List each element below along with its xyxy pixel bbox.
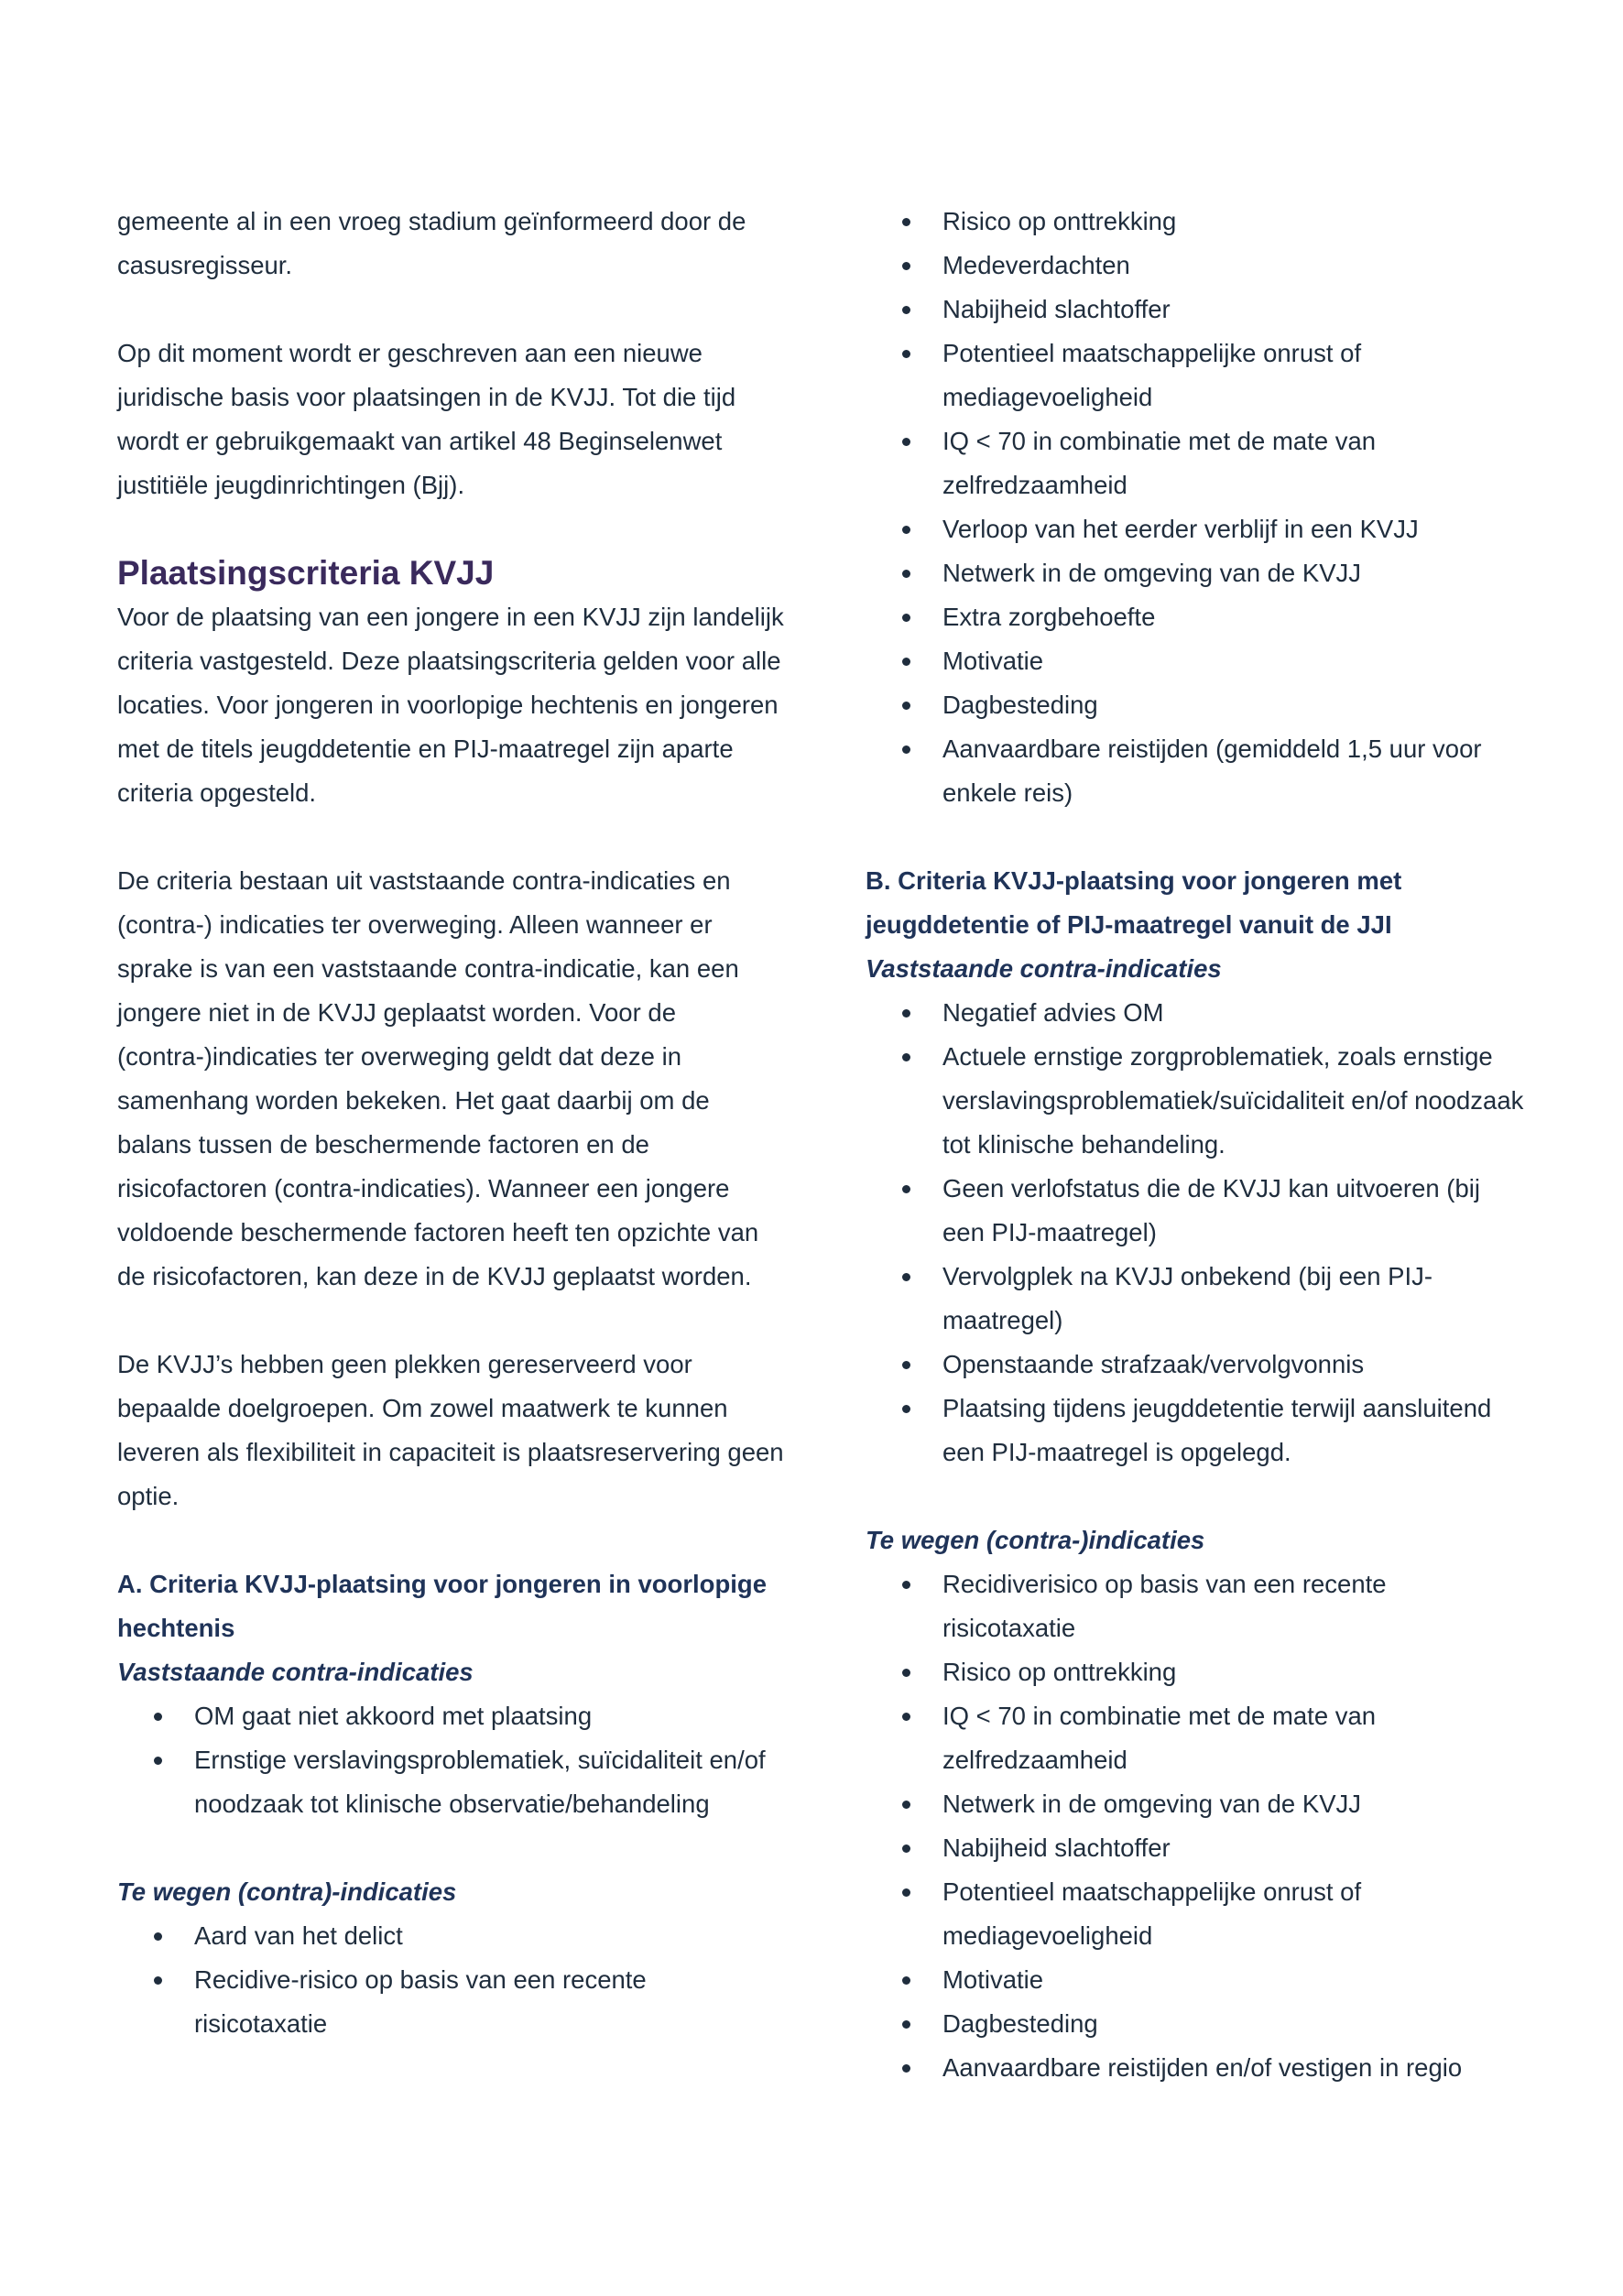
list-item: Aard van het delict [117,1914,786,1958]
list-item: Potentieel maatschappelijke onrust of mediagevoeligheid [866,1870,1525,1958]
list-item: Nabijheid slachtoffer [866,288,1525,332]
section-b-weighed-heading: Te wegen (contra-)indicaties [866,1526,1205,1554]
list-item: Medeverdachten [866,244,1525,288]
right-column [866,200,1525,2090]
list-item: Motivatie [866,1958,1525,2002]
list-item: Ernstige verslavingsproblematiek, suïcidaliteit en/of noodzaak tot klinische observatie/behandeling [117,1738,786,1826]
list-item: Nabijheid slachtoffer [866,1826,1525,1870]
criteria-explanation-paragraph: De criteria bestaan uit vaststaande contra-indicaties en (contra-) indicaties ter overweging. Alleen wanneer er sprake is van een vaststaande contra-indicatie, kan een jongere niet in de KVJJ geplaatst worden. Voor de (contra-)indicaties ter overweging geldt dat deze in samenhang worden bekeken. Het gaat daarbij om de balans tussen de beschermende factoren en de risicofactoren (contra-indicaties). Wanneer een jongere voldoende beschermende factoren heeft ten opzichte van de risicofactoren, kan deze in de KVJJ geplaatst worden. [117,866,759,1290]
left-column [117,200,786,2046]
legal-basis-paragraph: Op dit moment wordt er geschreven aan een nieuwe juridische basis voor plaatsingen in de KVJJ. Tot die tijd wordt er gebruikgemaakt van artikel 48 Beginselenwet justitiële jeugdinrichtingen (Bjj). [117,339,736,499]
list-item: Openstaande strafzaak/vervolgvonnis [866,1343,1525,1387]
list-item: Aanvaardbare reistijden (gemiddeld 1,5 uur voor enkele reis) [866,727,1525,815]
list-item: IQ < 70 in combinatie met de mate van zelfredzaamheid [866,1694,1525,1782]
list-item: Negatief advies OM [866,991,1525,1035]
list-item: Recidiverisico op basis van een recente risicotaxatie [866,1562,1525,1650]
section-a-weighed-list [117,1914,786,2046]
list-item: Risico op onttrekking [866,1650,1525,1694]
list-item: IQ < 70 in combinatie met de mate van zelfredzaamheid [866,419,1525,507]
list-item: Motivatie [866,639,1525,683]
list-item: Actuele ernstige zorgproblematiek, zoals ernstige verslavingsproblematiek/suïcidaliteit en/of noodzaak tot klinische behandeling. [866,1035,1525,1167]
list-item: Vervolgplek na KVJJ onbekend (bij een PIJ-maatregel) [866,1255,1525,1343]
criteria-intro-paragraph: Voor de plaatsing van een jongere in een KVJJ zijn landelijk criteria vastgesteld. Deze plaatsingscriteria gelden voor alle locaties. Voor jongeren in voorlopige hechtenis en jongeren met de titels jeugddetentie en PIJ-maatregel zijn aparte criteria opgesteld. [117,603,784,807]
section-b-fixed-contra-list [866,991,1525,1474]
section-a-fixed-contra-heading: Vaststaande contra-indicaties [117,1658,474,1686]
list-item: Dagbesteding [866,683,1525,727]
list-item: Potentieel maatschappelijke onrust of mediagevoeligheid [866,332,1525,419]
list-item: Recidive-risico op basis van een recente risicotaxatie [117,1958,786,2046]
section-heading: Plaatsingscriteria KVJJ [117,554,495,592]
list-item: OM gaat niet akkoord met plaatsing [117,1694,786,1738]
reservation-paragraph: De KVJJ’s hebben geen plekken gereserveerd voor bepaalde doelgroepen. Om zowel maatwerk te kunnen leveren als flexibiliteit in capaciteit is plaatsreservering geen optie. [117,1350,784,1510]
list-item: Netwerk in de omgeving van de KVJJ [866,1782,1525,1826]
list-item: Geen verlofstatus die de KVJJ kan uitvoeren (bij een PIJ-maatregel) [866,1167,1525,1255]
list-item: Dagbesteding [866,2002,1525,2046]
intro-paragraph: gemeente al in een vroeg stadium geïnformeerd door de casusregisseur. [117,207,746,279]
section-a-fixed-contra-list [117,1694,786,1826]
section-b-weighed-list [866,1562,1525,2090]
list-item: Aanvaardbare reistijden en/of vestigen in regio [866,2046,1525,2090]
list-item: Netwerk in de omgeving van de KVJJ [866,551,1525,595]
list-item: Verloop van het eerder verblijf in een KVJJ [866,507,1525,551]
list-item: Risico op onttrekking [866,200,1525,244]
section-a-heading: A. Criteria KVJJ-plaatsing voor jongeren in voorlopige hechtenis [117,1570,768,1642]
section-a-weighed-heading: Te wegen (contra)-indicaties [117,1877,457,1906]
section-a-weighed-list-continued [866,200,1525,815]
section-b-fixed-contra-heading: Vaststaande contra-indicaties [866,954,1222,983]
list-item: Plaatsing tijdens jeugddetentie terwijl aansluitend een PIJ-maatregel is opgelegd. [866,1387,1525,1474]
section-b-heading: B. Criteria KVJJ-plaatsing voor jongeren met jeugddetentie of PIJ-maatregel vanuit de JJI [866,866,1402,939]
list-item: Extra zorgbehoefte [866,595,1525,639]
